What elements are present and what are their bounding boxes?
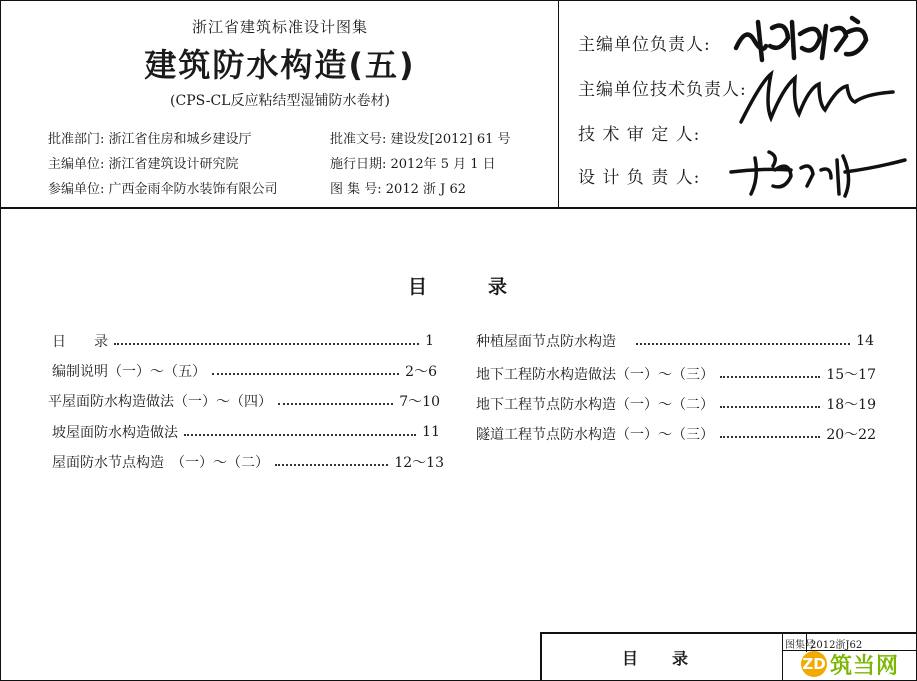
toc-entry-page: 1 [425,333,434,349]
toc-entry-page: 11 [422,424,440,440]
toc-heading-left: 目 [408,276,428,298]
toc-entry-label: 编制说明（一）～（五） [52,364,206,380]
toc-leader [720,406,820,408]
toc-entry[interactable] [52,361,437,381]
page-title: 建筑防水构造(五) [144,46,416,84]
watermark [801,649,913,679]
atlas-value: 2012浙J62 [810,640,863,651]
toc-entry-label: 种植屋面节点防水构造 [476,334,630,350]
toc-entry[interactable] [52,452,444,472]
toc-entry-label: 屋面防水节点构造 （一）～（二） [52,455,269,471]
signature-1 [728,8,908,68]
toc-entry[interactable] [52,422,440,442]
toc-entry[interactable] [476,394,876,414]
toc-entry-page: 12～13 [394,455,444,471]
toc-entry-page: 15～17 [826,367,876,383]
role-technical-lead: 主编单位技术负责人: [578,80,747,100]
signature-2 [735,62,905,132]
title-block-divider [782,632,783,681]
title-block-name-right: 录 [672,649,689,668]
toc-entry-page: 18～19 [826,397,876,413]
toc-entry-label: 坡屋面防水构造做法 [52,425,178,441]
toc-heading-right: 录 [488,276,508,298]
header-bottom-line [0,207,917,209]
watermark-logo: ZD [801,651,827,677]
toc-entry-label: 地下工程防水构造做法（一）～（三） [476,367,714,383]
toc-entry-label: 日 录 [52,334,108,350]
toc-leader [636,343,850,345]
toc-entry-label: 隧道工程节点防水构造（一）～（三） [476,427,714,443]
toc-entry[interactable] [48,391,440,411]
toc-entry-page: 14 [856,333,874,349]
participant-unit: 参编单位: 广西金雨伞防水装饰有限公司 [48,182,278,197]
toc-entry-label: 地下工程节点防水构造（一）～（二） [476,397,714,413]
toc-leader [114,343,419,345]
toc-entry-label: 平屋面防水构造做法（一）～（四） [48,394,272,410]
toc-entry-page: 2～6 [405,364,437,380]
approve-doc: 批准文号: 建设发[2012] 61 号 [330,132,511,147]
watermark-text: 筑当网 [830,653,900,679]
editor-unit: 主编单位: 浙江省建筑设计研究院 [48,157,239,172]
role-technical-reviewer: 技 术 审 定 人: [578,125,701,145]
toc-entry[interactable] [476,331,874,351]
toc-entry[interactable] [52,331,434,351]
toc-entry-page: 7～10 [399,394,440,410]
toc-leader [184,434,416,436]
toc-entry[interactable] [476,424,876,444]
subtitle: (CPS-CL反应粘结型湿铺防水卷材) [170,93,390,109]
series-name: 浙江省建筑标准设计图集 [191,18,368,36]
toc-entry[interactable] [476,364,876,384]
toc-entry-page: 20～22 [826,427,876,443]
toc-leader [720,436,820,438]
toc-leader [275,464,388,466]
atlas-label: 图集号 [785,640,815,651]
signature-3 [725,142,910,204]
role-chief-editor: 主编单位负责人: [578,35,711,55]
title-block-name-left: 目 [622,649,639,668]
toc-leader [212,373,399,375]
toc-leader [720,376,820,378]
effective-date: 施行日期: 2012年 5 月 1 日 [330,157,496,172]
toc-leader [278,403,393,405]
atlas-number: 图 集 号: 2012 浙 J 62 [330,182,467,197]
approve-dept: 批准部门: 浙江省住房和城乡建设厅 [48,132,252,147]
title-block-left [540,632,542,681]
role-design-lead: 设 计 负 责 人: [578,168,701,188]
title-block-top [540,632,917,634]
